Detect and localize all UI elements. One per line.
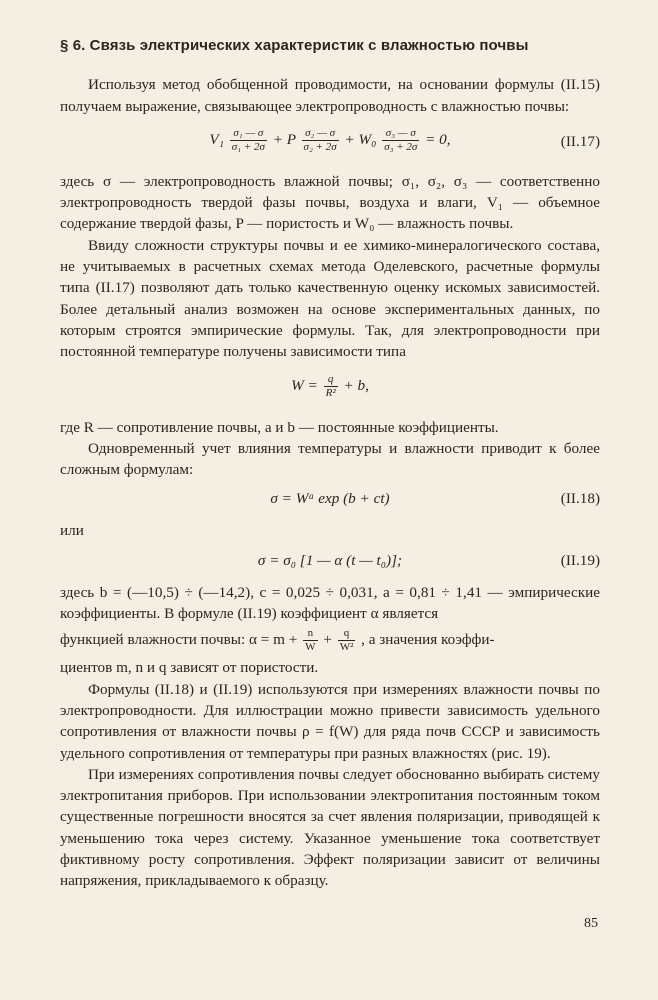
paragraph-7: Формулы (II.18) и (II.19) используются при измерениях влажности почвы по электропроводности. Для иллюстрации можно привести зависимость удельного сопротивления от влажности почвы ρ = f(W) для ряда почв СССР и зависимость удельного сопротивления от температуры при разных влажностях (рис. 19). (60, 680, 600, 762)
fraction-2: $\frac{\text{σ₂ — σ}}{\text{σ₂ + 2σ}}$ (303, 126, 337, 153)
paragraph-1: Используя метод обобщенной проводимости, на основании формулы (II.15) получаем выражение, связывающее электропроводность с влажностью почвы: (60, 76, 600, 115)
page-number: 85 (584, 916, 598, 931)
equation-ii18: σ = Wᵃ exp (b + ct) (II.18) (60, 482, 600, 516)
equation-ii19: σ = σ₀ [1 — α (t — t₀)]; (II.19) (60, 544, 600, 578)
equation-number: (II.18) (560, 490, 600, 508)
equation-w: W = $\frac{q}{\text{R²}}$ + b, (291, 372, 369, 399)
equation-number: (II.19) (560, 551, 600, 569)
paragraph-6-end: циентов m, n и q зависят от пористости. (60, 659, 319, 677)
page-body (60, 30, 600, 892)
fraction-q-r2: $\frac{q}{\text{R²}}$ (325, 372, 336, 399)
word-ili: или (60, 522, 84, 540)
fraction-3: $\frac{\text{σ₃ — σ}}{\text{σ₃ + 2σ}}$ (384, 126, 418, 153)
paragraph-6: здесь b = (—10,5) ÷ (—14,2), c = 0,025 ÷ 0,031, a = 0,81 ÷ 1,41 — эмпирические коэффициенты. В формуле (II.19) коэффициент α является (60, 583, 600, 623)
fraction-q-w2: $\frac{q}{\text{W²}}$ (339, 627, 354, 654)
equation-number: (II.17) (560, 132, 600, 150)
paragraph-3: Ввиду сложности структуры почвы и ее химико-минералогического состава, не учитываемых в расчетных схемах метода Оделевского, расчетные формулы типа (II.17) позволяют дать только качественную оценку искомых зависимостей. Более детальный анализ возможен на основе экспериментальных данных, по которым строятся эмпирические формулы. Так, для электропроводности при постоянной температуре получены зависимости типа (60, 236, 600, 361)
equation-ii17-body: V₁ $\frac{\text{σ₁ — σ}}{\text{σ₁ + 2σ}}$ + P $\frac{\text{σ₂ — σ}}{\text{σ₂ + 2σ}}$ + W₀ $\frac{\text{σ₃ — σ}}{\text{σ₃ + 2σ}}$ = 0, (209, 126, 451, 153)
fraction-1: $\frac{\text{σ₁ — σ}}{\text{σ₁ + 2σ}}$ (231, 126, 265, 153)
paragraph-5: Одновременный учет влияния температуры и влажности приводит к более сложным формулам: (60, 439, 600, 479)
equation-ii17 (60, 119, 600, 167)
paragraph-4: где R — сопротивление почвы, a и b — постоянные коэффициенты. (60, 418, 499, 436)
paragraph-6-formula-line: функцией влажности почвы: α = m + $\frac{n}{W}$ + $\frac{q}{\text{W²}}$ , а значения коэффи- (60, 627, 495, 654)
paragraph-2: здесь σ — электропроводность влажной почвы; σ₁, σ₂, σ₃ — соответственно электропроводность твердой фазы почвы, воздуха и влаги, V₁ — объемное содержание твердой фазы, P — пористость и W₀ — влажность почвы. (60, 172, 600, 233)
paragraph-8: При измерениях сопротивления почвы следует обоснованно выбирать систему электропитания приборов. При использовании электропитания постоянным током существенные погрешности вносятся за счет явления поляризации, приводящей к уменьшению тока через систему. Указанное уменьшение тока соответствует фиктивному росту сопротивления. Эффект поляризации зависит от величины напряжения, прикладываемого к образцу. (60, 765, 600, 890)
fraction-n-w: $\frac{n}{W}$ (305, 627, 316, 654)
section-heading: § 6. Связь электрических характеристик с влажностью почвы (60, 37, 529, 54)
